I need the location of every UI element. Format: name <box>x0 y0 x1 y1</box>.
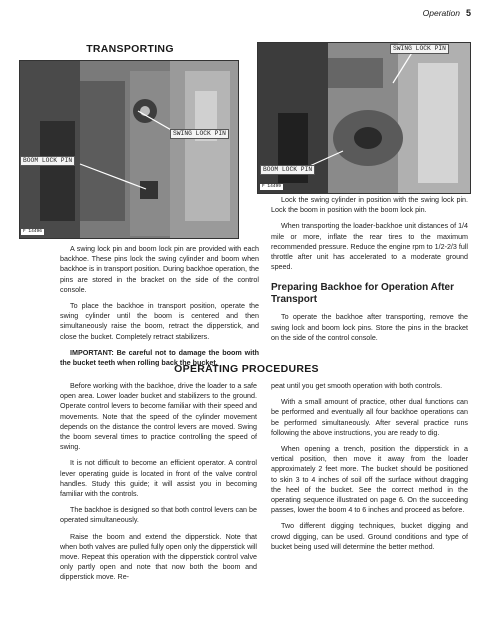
paragraph: It is not difficult to become an efficient operator. A control lever operating guide is located in front of the valve control handles. Study this guide; it will assist you in becoming familiar with the controls. <box>60 459 257 499</box>
section-name: Operation <box>422 8 460 18</box>
photo-boom-lock-pin <box>19 60 239 239</box>
paragraph: When opening a trench, position the dipperstick in a vertical position, then move it away from the loader approximately 2 feet more. The bucket should be positioned to skin 3 to 4 inches of soil off the surface without dragging the heel of the bucket. See the correct method in the operating sequence illustrated on page 6. On the succeeding passes, lower the boom 4 to 6 inches and proceed as before. <box>271 445 468 515</box>
paragraph: With a small amount of practice, other dual functions can be performed and eventually all four backhoe operations can be performed simultaneously. After several practice runs following the above instructions, you are ready to dig. <box>271 398 468 437</box>
paragraph: Lock the swing cylinder in position with the swing lock pin. Lock the boom in position with the boom lock pin. <box>271 196 468 215</box>
preparing-backhoe-heading: Preparing Backhoe for Operation After Transport <box>271 282 454 306</box>
boom-lock-pin-label: BOOM LOCK PIN <box>260 165 315 175</box>
paragraph: Two different digging techniques, bucket digging and crowd digging, can be used. Ground conditions and type of bucket being used will determine the better method. <box>271 522 468 551</box>
transporting-title: TRANSPORTING <box>86 43 174 55</box>
photo-boom-lock-illustration <box>20 61 238 238</box>
paragraph: To place the backhoe in transport position, operate the swing cylinder until the boom is centered and then simultaneously raise the boom, retract the dipperstick, and close the bucket. Completely retract stabilizers. <box>60 302 259 341</box>
paragraph: To operate the backhoe after transporting, remove the swing lock and boom lock pins. Store the pins in the bracket on the side of the control console. <box>271 313 468 342</box>
transporting-left-text <box>60 244 259 374</box>
boom-lock-pin-label: BOOM LOCK PIN <box>20 156 75 166</box>
photo-code: F 14499 <box>262 184 281 189</box>
operating-right-text <box>271 381 468 558</box>
transporting-right-text <box>271 195 468 349</box>
paragraph: peat until you get smooth operation with both controls. <box>271 382 443 390</box>
paragraph: The backhoe is designed so that both control levers can be operated simultaneously. <box>60 506 257 525</box>
photo-swing-lock-pin <box>257 42 471 194</box>
paragraph: A swing lock pin and boom lock pin are provided with each backhoe. These pins lock the swing cylinder and boom when backhoe is in transport position. During backhoe operation, the pins are stored in the bracket on the side of the control console. <box>60 245 259 294</box>
swing-lock-pin-label: SWING LOCK PIN <box>390 44 449 54</box>
paragraph: Before working with the backhoe, drive the loader to a safe open area. Lower loader bucket and stabilizers to the ground. Operate control levers to become familiar with their speed and movements. Note that the speed of the cylinder movement depends on the distance the control levers are moved. Swing the boom several times to practice controlling the speed of swing. <box>60 382 257 452</box>
swing-lock-pin-label: SWING LOCK PIN <box>170 129 229 139</box>
paragraph: Raise the boom and extend the dipperstick. Note that when both valves are pulled fully open only the dipperstick will move. Repeat this operation with the dipperstick control valve only partly open and note that now both the boom and dipperstick move. Re- <box>60 532 257 582</box>
paragraph: When transporting the loader-backhoe unit distances of 1/4 mile or more, inflate the rear tires to the maximum recommended pressure. Reduce the engine rpm to 1/2-2/3 full throttle after unit has accelerated to a moderate ground speed. <box>271 222 468 272</box>
operating-left-text <box>60 381 257 589</box>
page-number: 5 <box>465 8 471 18</box>
operating-procedures-title: OPERATING PROCEDURES <box>174 363 319 375</box>
important-note: IMPORTANT: Be careful not to damage the boom with the bucket teeth when rolling back the bucket. <box>60 347 259 368</box>
photo-code: F 14496 <box>23 229 42 234</box>
page-header <box>423 8 471 18</box>
